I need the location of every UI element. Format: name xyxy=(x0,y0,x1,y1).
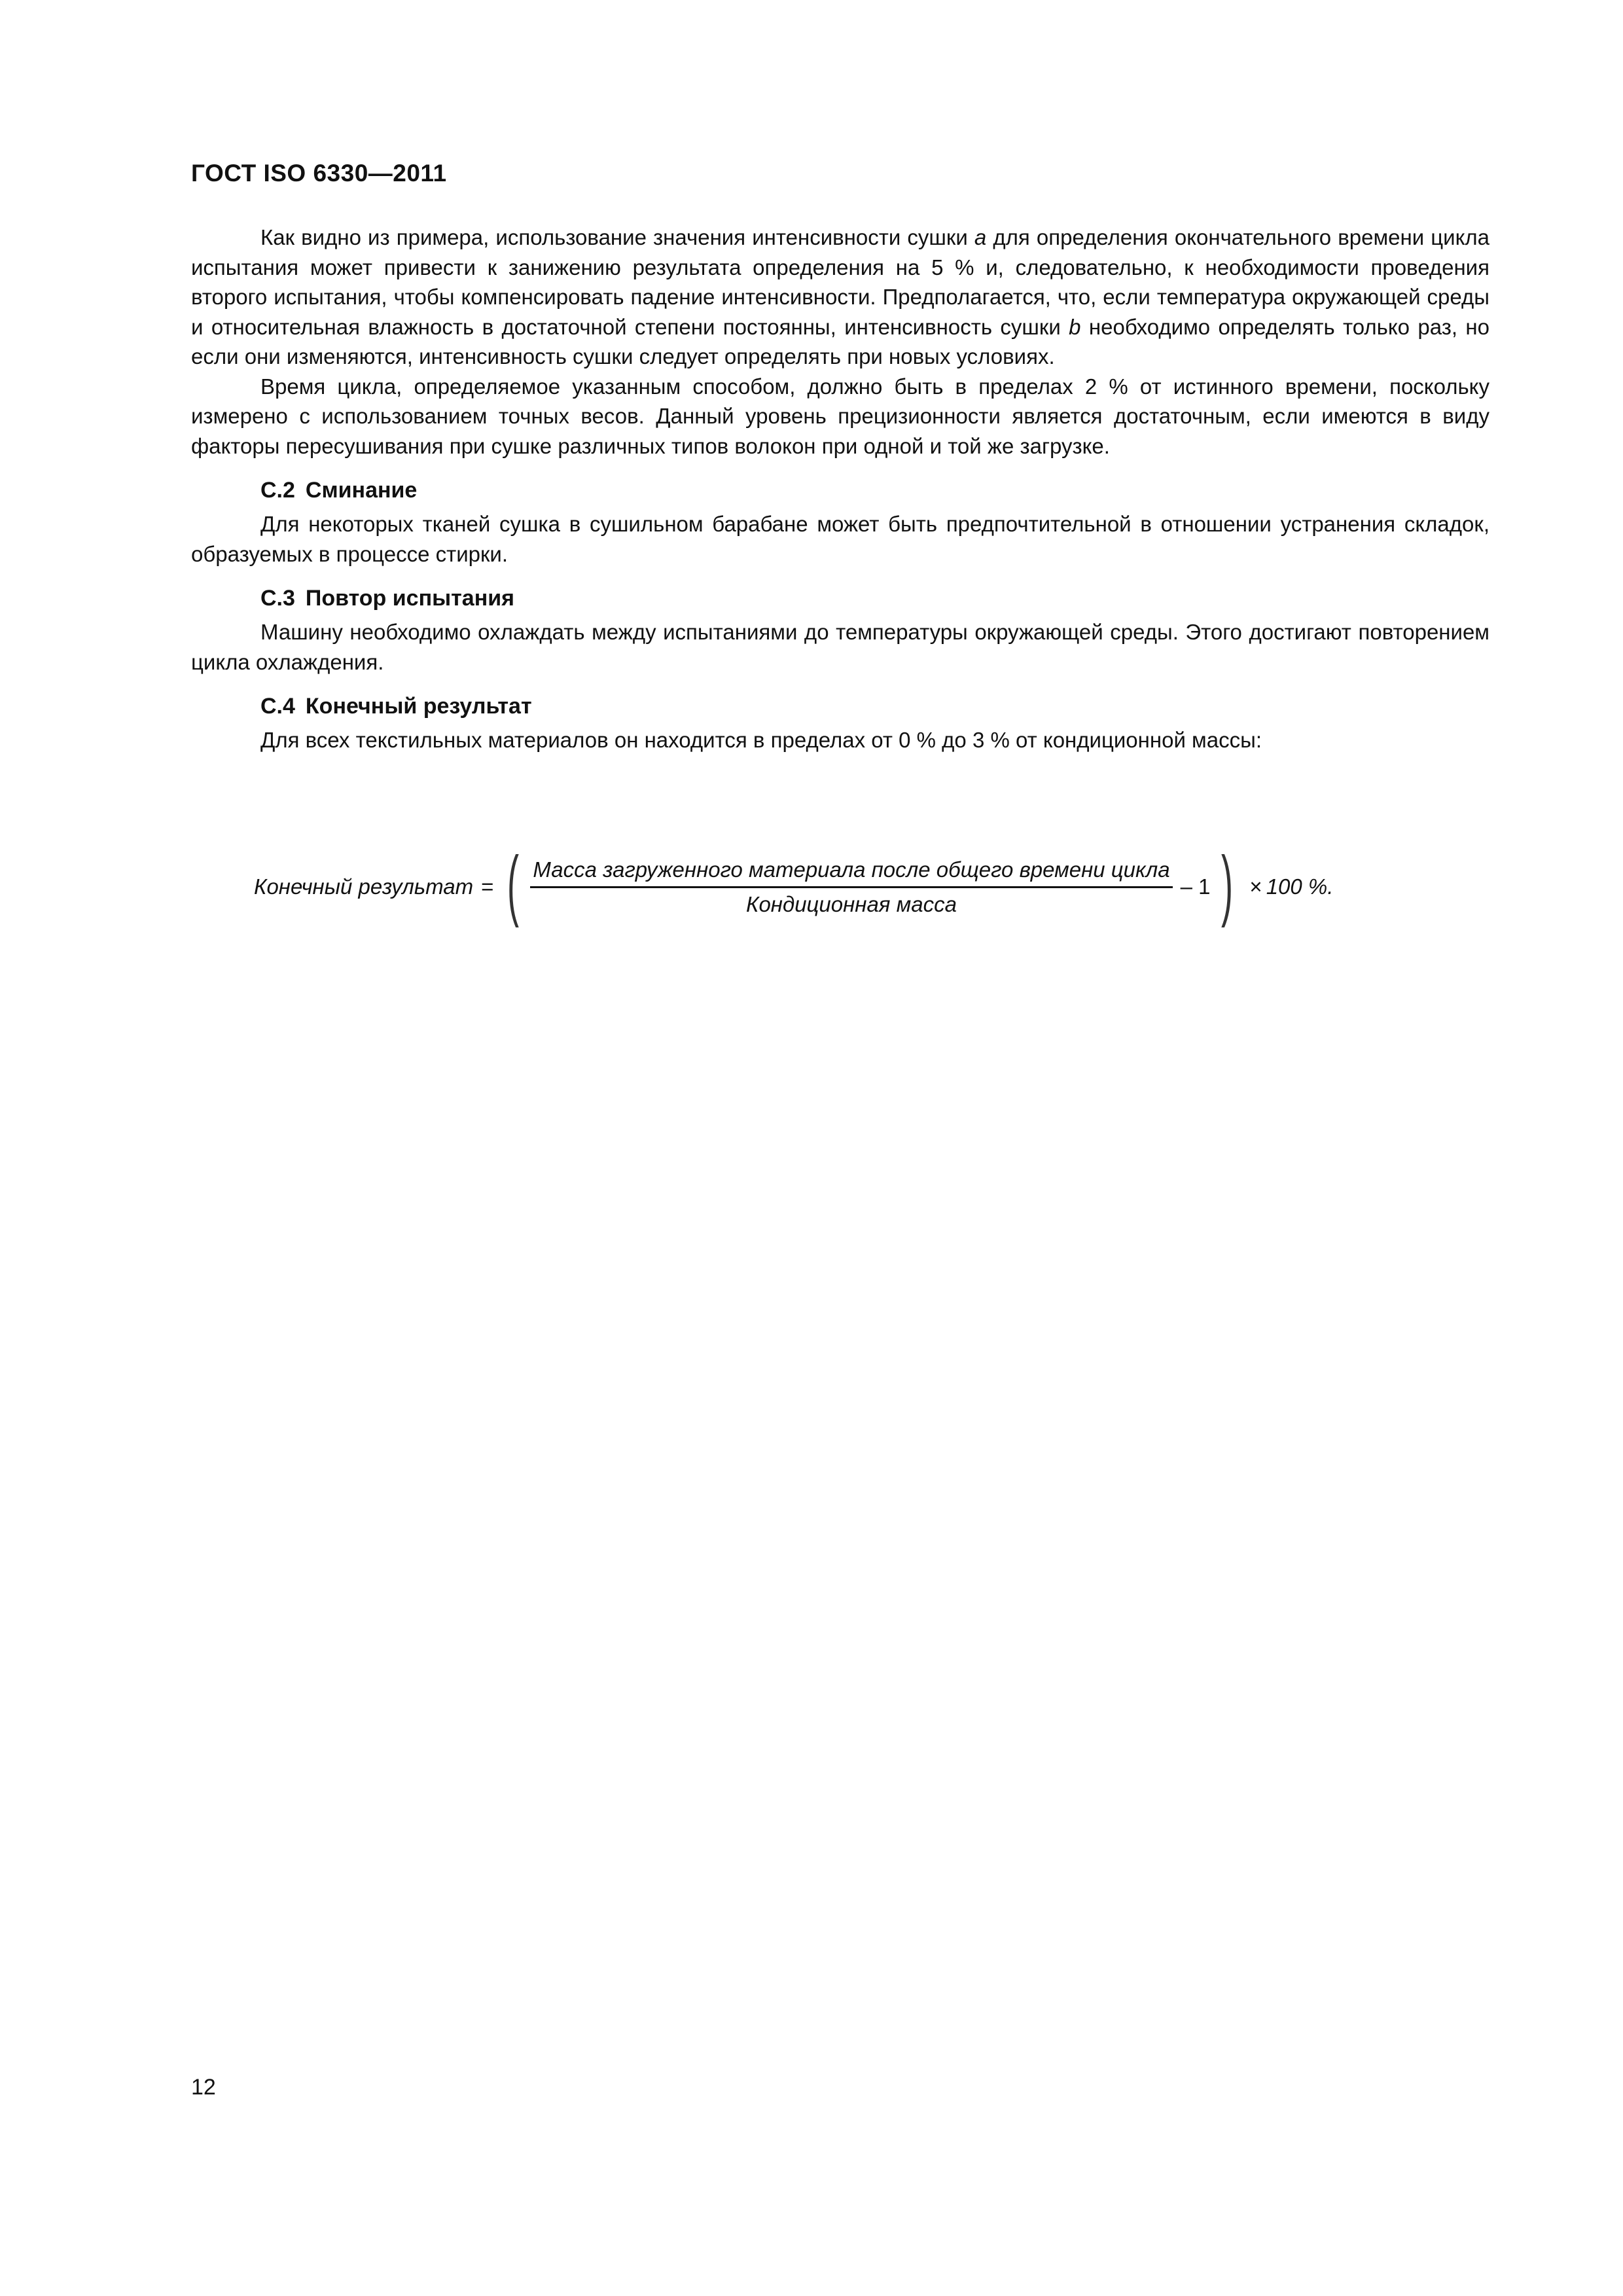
section-number: C.2 xyxy=(260,478,295,503)
section-heading: Повтор испытания xyxy=(305,586,514,611)
section-title-c2 xyxy=(191,475,1489,505)
formula-numerator: Масса загруженного материала после общего времени цикла xyxy=(533,857,1170,882)
document-body xyxy=(191,223,1489,755)
formula-equals: = xyxy=(481,874,494,899)
formula-open-paren: ( xyxy=(507,840,520,928)
paragraph-text: Как видно из примера, использование значения интенсивности сушки xyxy=(260,225,974,249)
document-header: ГОСТ ISO 6330—2011 xyxy=(191,160,447,187)
section-title-c4 xyxy=(191,691,1489,721)
formula-minus-one: – 1 xyxy=(1180,874,1211,899)
section-heading: Сминание xyxy=(305,478,418,503)
formula-factor: 100 %. xyxy=(1266,874,1334,899)
section-number: C.3 xyxy=(260,586,295,611)
formula-lhs: Конечный результат xyxy=(254,874,474,899)
paragraph-cycle-time: Время цикла, определяемое указанным способом, должно быть в пределах 2 % от истинного времени, поскольку измерено с использованием точных весов. Данный уровень прецизионности является достаточным, если имеются в виду факторы пересушивания при сушке различных типов волокон при одной и той же загрузке. xyxy=(191,374,1489,458)
section-text-c3: Машину необходимо охлаждать между испытаниями до температуры окружающей среды. Этого достигают повторением цикла охлаждения. xyxy=(191,620,1489,674)
section-text-c2: Для некоторых тканей сушка в сушильном барабане может быть предпочтительной в отношении устранения складок, образуемых в процессе стирки. xyxy=(191,512,1489,566)
variable-a: a xyxy=(974,225,987,249)
section-title-c3 xyxy=(191,583,1489,613)
section-text-c4: Для всех текстильных материалов он находится в пределах от 0 % до 3 % от кондиционной массы: xyxy=(260,728,1262,752)
paragraph-text: необходимо определять только раз, но если они изменяются, интенсивность сушки следует определять при новых условиях. xyxy=(191,314,1490,368)
section-heading: Конечный результат xyxy=(305,694,532,719)
section-number: C.4 xyxy=(260,694,295,719)
final-result-formula xyxy=(254,841,1465,933)
formula-close-paren: ) xyxy=(1221,840,1234,928)
page-number: 12 xyxy=(191,2075,216,2100)
formula-denominator: Кондиционная масса xyxy=(746,891,957,916)
paragraph-text: для определения окончательного времени цикла испытания может привести к занижению результата определения на 5 % и, следовательно, к необходимости проведения второго испытания, чтобы компенсировать падение интенсивности. Предполагается, что, если температура окружающей среды и относительная влажность в достаточной степени постоянны, интенсивность сушки xyxy=(191,225,1490,339)
variable-b: b xyxy=(1069,314,1081,339)
formula-times: × xyxy=(1249,874,1262,899)
paragraph-drying-rate xyxy=(191,223,1489,372)
formula-fraction xyxy=(530,857,1172,917)
